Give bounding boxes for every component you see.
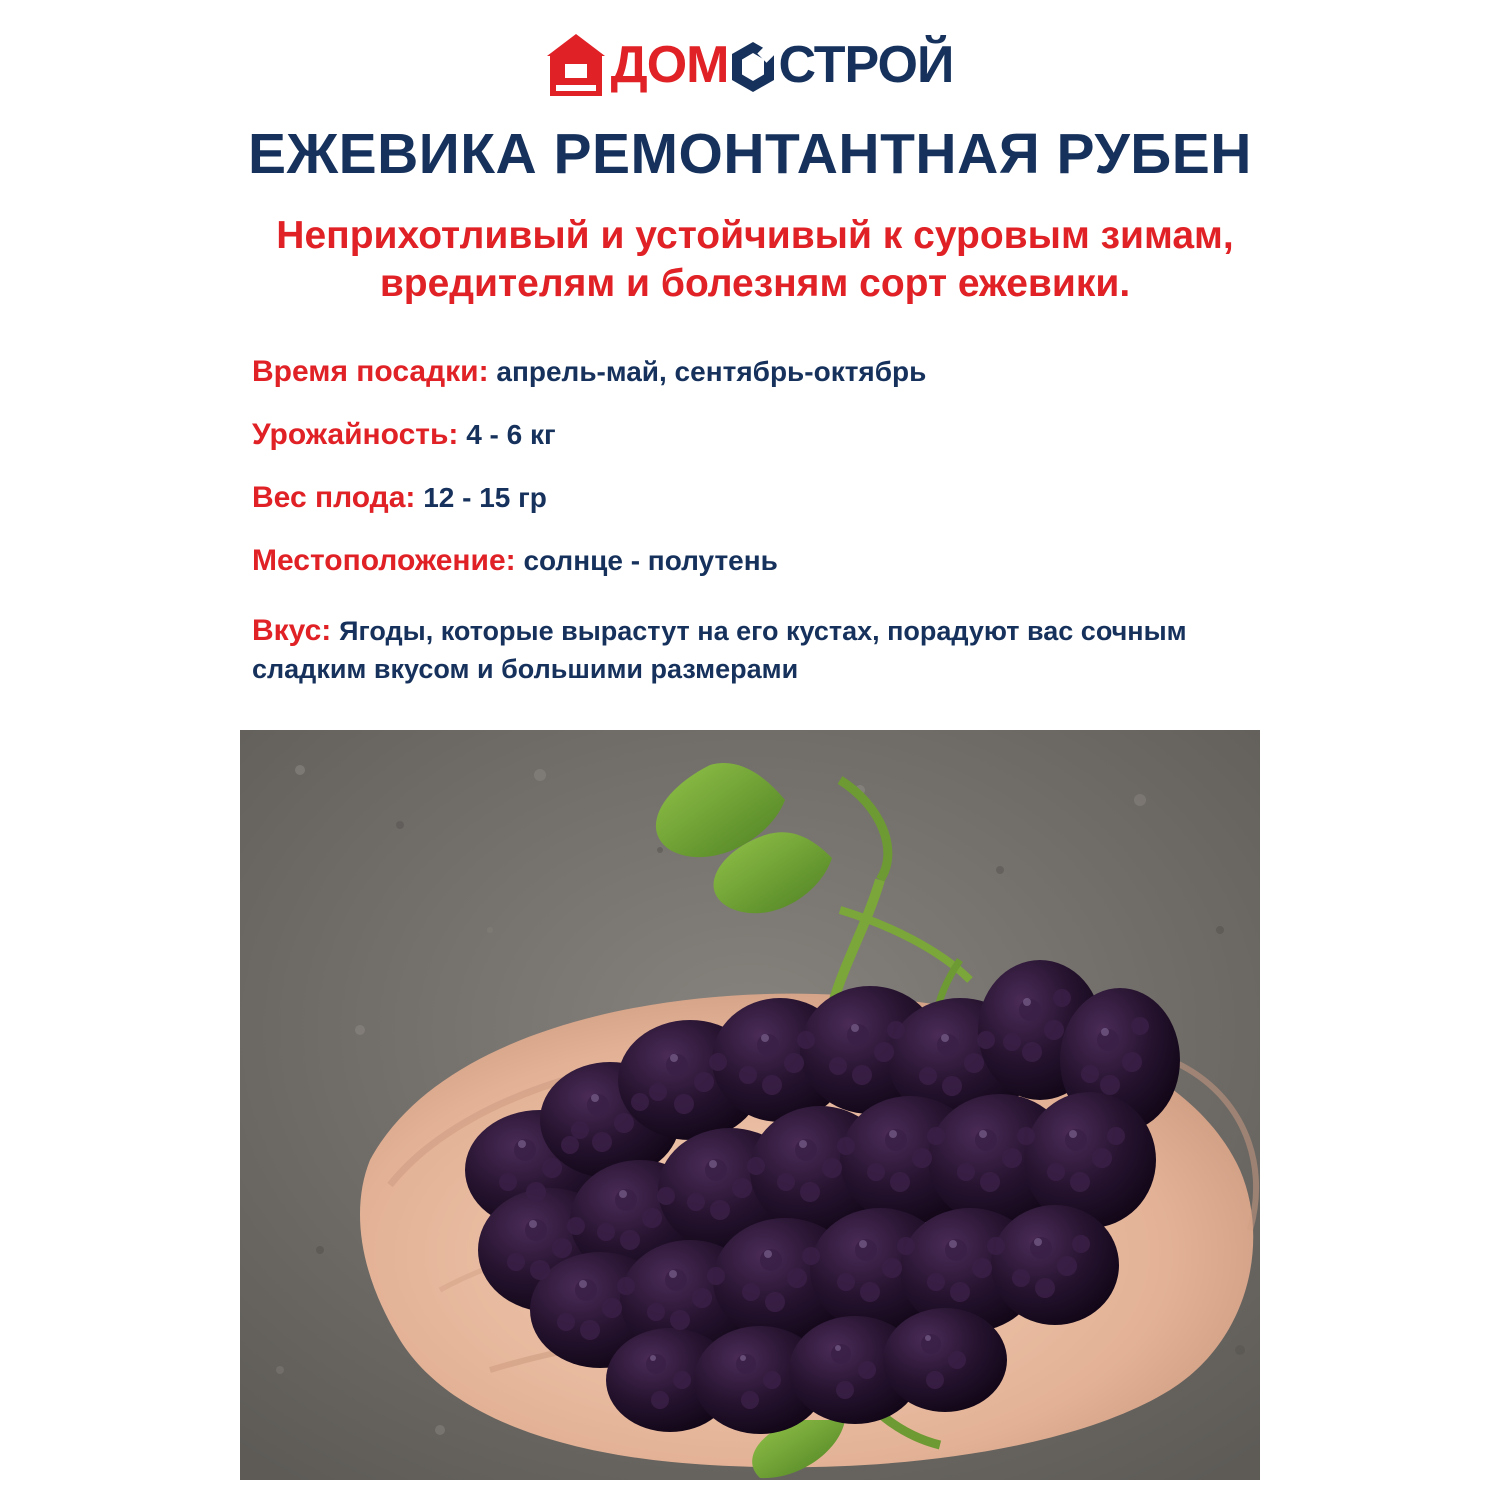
spec-value: 4 - 6 кг: [466, 418, 556, 450]
spec-label: Время посадки:: [252, 355, 489, 388]
hexagon-logo-icon: [730, 41, 776, 93]
spec-value: Ягоды, которые вырастут на его кустах, порадуют вас сочным сладким вкусом и большими размерами: [252, 615, 1187, 685]
spec-row-taste: [252, 611, 1262, 689]
page-subtitle: Неприхотливый и устойчивый к суровым зимам, вредителям и болезням сорт ежевики.: [276, 214, 1234, 305]
brand-name-first: ДОМ: [610, 36, 729, 94]
spec-list: [252, 352, 1262, 688]
spec-value: апрель-май, сентябрь-октябрь: [496, 356, 927, 387]
product-photo: [240, 730, 1260, 1480]
spec-row-planting-time: [252, 352, 1262, 392]
page-title: ЕЖЕВИКА РЕМОНТАНТНАЯ РУБЕН: [248, 122, 1252, 186]
spec-row-yield: [252, 415, 1262, 455]
spec-label: Местоположение:: [252, 543, 516, 577]
house-logo-icon: [547, 34, 605, 96]
spec-label: Вес плода:: [252, 480, 416, 514]
spec-row-fruit-weight: [252, 478, 1262, 518]
brand-logo: [0, 34, 1500, 96]
spec-label: Вкус:: [252, 613, 332, 647]
spec-label: Урожайность:: [252, 417, 459, 451]
spec-row-location: [252, 541, 1262, 581]
spec-value: 12 - 15 гр: [423, 481, 547, 513]
spec-value: солнце - полутень: [523, 544, 778, 576]
brand-name-second: СТРОЙ: [778, 36, 954, 94]
